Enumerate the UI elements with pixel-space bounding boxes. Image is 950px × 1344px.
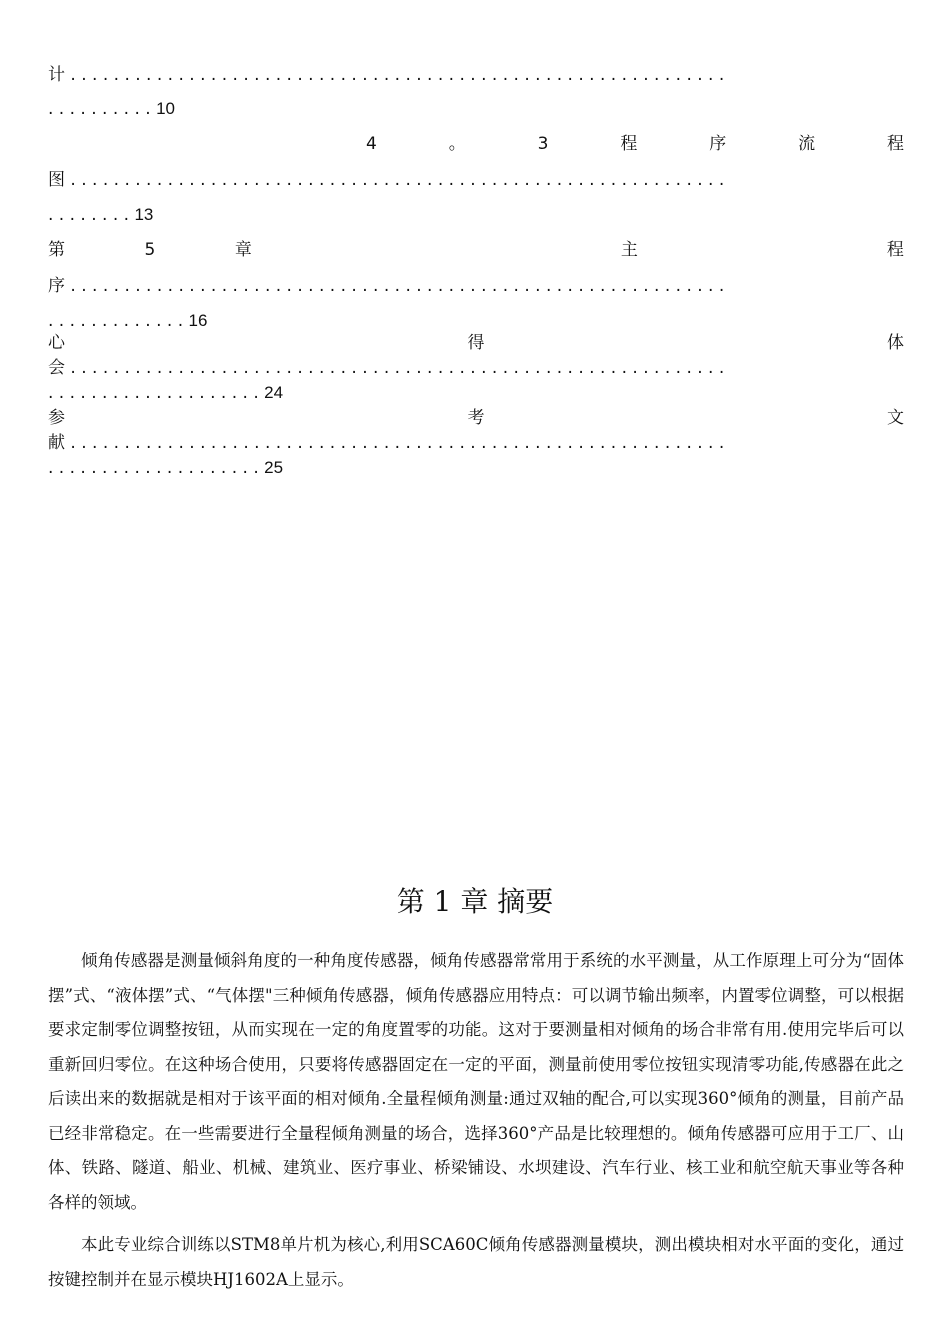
toc-title-part: 考 — [467, 408, 485, 428]
toc-entry-title-line — [48, 239, 904, 261]
toc-title-part: 心 — [48, 333, 65, 353]
toc-leader-dots: . . . . . . . . . . . . . . . . . . . . . . . . . . . . . . . . . . . . . . . . . . . . . . . . . . . . . . . . . . . . . — [65, 276, 725, 296]
toc-title-part: 程 — [620, 134, 638, 154]
toc-title-part: 得 — [467, 333, 485, 353]
toc-page-number[interactable]: 16 — [188, 311, 208, 330]
toc-leader-dots: . . . . . . . . — [48, 205, 135, 225]
toc-entry-dotline — [48, 357, 904, 379]
toc-leader-dots: . . . . . . . . . . . . . . . . . . . . — [48, 383, 265, 403]
toc-entry-dotline — [48, 64, 904, 86]
toc-title-part: 4 — [366, 134, 377, 154]
toc-entry-pageline — [48, 457, 904, 479]
toc-leader-dots: . . . . . . . . . . . . . . . . . . . . — [48, 458, 265, 478]
toc-title-part: 章 — [234, 240, 252, 260]
toc-title-part: 5 — [144, 240, 156, 260]
toc-entry-pageline — [48, 310, 904, 332]
abstract-paragraph: 本此专业综合训练以STM8单片机为核心,利用SCA60C倾角传感器测量模块，测出模块相对水平面的变化，通过按键控制并在显示模块HJ1602A上显示。 — [48, 1235, 904, 1289]
toc-title-part: 主 — [620, 240, 638, 260]
toc-page-number[interactable]: 24 — [264, 383, 284, 402]
toc-leader-dots: . . . . . . . . . . . . . . . . . . . . . . . . . . . . . . . . . . . . . . . . . . . . . . . . . . . . . . . . . . . . . — [65, 170, 725, 190]
toc-title-part: 体 — [887, 333, 904, 353]
toc-title-part: 参 — [48, 408, 65, 428]
toc-entry-pageline — [48, 98, 904, 120]
toc-page-number[interactable]: 25 — [264, 458, 284, 477]
toc-page-number[interactable]: 13 — [134, 205, 154, 224]
toc-entry-pageline — [48, 204, 904, 226]
toc-entry-title-char: 计 — [48, 65, 65, 85]
toc-leader-dots: . . . . . . . . . . — [48, 99, 157, 119]
chapter-heading: 第 1 章 摘要 — [396, 885, 554, 918]
toc-leader-dots: . . . . . . . . . . . . . — [48, 311, 189, 331]
toc-entry-title-line — [48, 332, 904, 354]
toc-leader-dots: . . . . . . . . . . . . . . . . . . . . . . . . . . . . . . . . . . . . . . . . . . . . . . . . . . . . . . . . . . . . . — [65, 433, 725, 453]
toc-entry-dotline — [48, 432, 904, 454]
toc-title-part: 序 — [709, 134, 727, 154]
toc-entry-dotline — [48, 275, 904, 297]
toc-leader-dots: . . . . . . . . . . . . . . . . . . . . . . . . . . . . . . . . . . . . . . . . . . . . . . . . . . . . . . . . . . . . . — [65, 358, 725, 378]
toc-title-part: 。 — [448, 134, 466, 154]
toc-entry-title-line — [48, 407, 904, 429]
toc-title-part: 文 — [887, 408, 904, 428]
abstract-paragraph: 倾角传感器是测量倾斜角度的一种角度传感器，倾角传感器常常用于系统的水平测量，从工作原理上可分为“固体摆”式、“液体摆”式、“气体摆"三种倾角传感器，倾角传感器应用特点：可以调节输出频率，内置零位调整，可以根据要求定制零位调整按钮，从而实现在一定的角度置零的功能。这对于要测量相对倾角的场合非常有用.使用完毕后可以重新回归零位。在这种场合使用，只要将传感器固定在一定的平面，测量前使用零位按钮实现清零功能,传感器在此之后读出来的数据就是相对于该平面的相对倾角.全量程倾角测量:通过双轴的配合,可以实现360°倾角的测量，目前产品已经非常稳定。在一些需要进行全量程倾角测量的场合，选择360°产品是比较理想的。倾角传感器可应用于工厂、山体、铁路、隧道、船业、机械、建筑业、医疗事业、桥梁铺设、水坝建设、汽车行业、核工业和航空航天事业等各种各样的领域。 — [48, 951, 904, 1212]
toc-entry-title-char: 献 — [48, 433, 65, 453]
toc-title-part: 3 — [537, 134, 549, 154]
toc-entry-title-char: 会 — [48, 358, 65, 378]
toc-title-part: 程 — [887, 134, 904, 154]
toc-entry-title-line — [366, 133, 904, 155]
toc-title-part: 程 — [886, 240, 904, 260]
toc-title-part: 流 — [798, 134, 816, 154]
toc-leader-dots: . . . . . . . . . . . . . . . . . . . . . . . . . . . . . . . . . . . . . . . . . . . . . . . . . . . . . . . . . . . . . — [65, 65, 725, 85]
toc-entry-title-char: 图 — [48, 170, 65, 190]
toc-entry-title-char: 序 — [48, 276, 65, 296]
toc-title-part: 第 — [48, 240, 65, 260]
toc-entry-pageline — [48, 382, 904, 404]
toc-page-number[interactable]: 10 — [156, 99, 175, 118]
toc-entry-dotline — [48, 169, 904, 191]
